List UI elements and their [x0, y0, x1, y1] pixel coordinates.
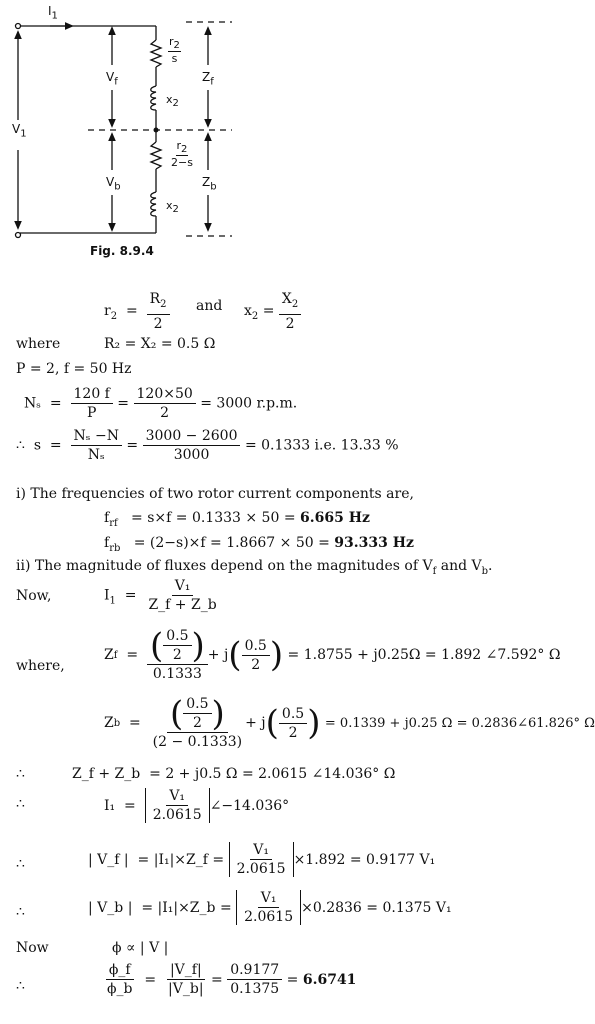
eq-slip: ∴ s = $\frac{\text{Nₛ −N}}{\text{Nₛ}}$ = $\frac{3000 - 2600}{3000}$ = 0.1333 i.e. 13.33 %	[16, 428, 399, 463]
eq-phi-prop: ϕ ∝ | V |	[112, 940, 169, 956]
label-r2-over-2-s: $\frac{r_2}{2-s}$	[171, 139, 193, 170]
equivalent-circuit-diagram	[0, 0, 560, 250]
text-item-ii: ii) The magnitude of fluxes depend on the magnitudes of $V_f$ and $V_b$.	[16, 558, 493, 577]
text-and: and	[196, 298, 223, 314]
text-where-2: where,	[16, 658, 65, 674]
label-v1: $V_1$	[12, 122, 27, 140]
therefore-1: ∴	[16, 766, 25, 782]
label-i1: $I_1$	[48, 4, 58, 22]
eq-r2: $r_2$ = $\frac{R_2}{2}$	[104, 291, 170, 332]
label-zf: $Z_f$	[202, 70, 214, 88]
therefore-5: ∴	[16, 978, 25, 994]
text-where: where	[16, 336, 61, 352]
eq-frb: $f_{rb}$ = (2−s)×f = 1.8667 × 50 = 93.333 Hz	[104, 535, 414, 554]
eq-zf: Z f = ( $\frac{0.5}{2}$ ) 0.1333 + j ( $\frac{0.5}{2}$ ) = 1.8755 + j0.25Ω = 1.892 ∠7.592° Ω	[104, 625, 561, 682]
eq-x2: $x_2$ = $\frac{X_2}{2}$	[244, 291, 301, 332]
text-item-i: i) The frequencies of two rotor current components are,	[16, 486, 414, 502]
resistor-r2-s	[151, 40, 161, 67]
inductor-x2-top	[151, 86, 156, 110]
eq-p-f: P = 2, f = 50 Hz	[16, 361, 132, 377]
label-vf: $V_f$	[106, 70, 118, 88]
eq-i1-mag: I₁ = $\frac{\text{V₁}}{2.0615}$ ∠−14.036°	[104, 788, 290, 823]
therefore-3: ∴	[16, 856, 25, 872]
label-vb: $V_b$	[106, 175, 121, 193]
eq-vf: | V_f | = |I₁|×Z_f = $\frac{\text{V₁}}{2.0615}$ ×1.892 = 0.9177 V₁	[88, 842, 436, 877]
therefore-2: ∴	[16, 796, 25, 812]
label-zb: $Z_b$	[202, 175, 217, 193]
eq-zb: Z b = ( $\frac{0.5}{2}$ ) (2 − 0.1333) + j ( $\frac{0.5}{2}$ ) = 0.1339 + j0.25 Ω = 0.2836∠61.826° Ω	[104, 693, 595, 750]
eq-vb: | V_b | = |I₁|×Z_b = $\frac{\text{V₁}}{2.0615}$ ×0.2836 = 0.1375 V₁	[88, 890, 452, 925]
text-now: Now,	[16, 588, 52, 604]
therefore-4: ∴	[16, 904, 25, 920]
resistor-r2-2s	[151, 142, 161, 169]
eq-flux-ratio: $\frac{\phi\_f}{\phi\_b}$ = $\frac{|V\_f|}{|V\_b|}$ = $\frac{0.9177}{0.1375}$ = 6.6741	[107, 962, 357, 997]
text-now-2: Now	[16, 940, 49, 956]
eq-frf: $f_{rf}$ = s×f = 0.1333 × 50 = 6.665 Hz	[104, 510, 370, 529]
figure-caption: Fig. 8.9.4	[90, 244, 154, 258]
label-x2-top: $x_2$	[166, 93, 179, 110]
label-r2-over-s: $\frac{r_2}{s}$	[169, 35, 180, 66]
eq-where-val: R₂ = X₂ = 0.5 Ω	[104, 336, 216, 352]
eq-ns: Nₛ = $\frac{120 f}{P}$ = $\frac{120\times 50}{2}$ = 3000 r.p.m.	[24, 386, 298, 421]
eq-i1: $I_1$ = $\frac{\text{V₁}}{Z\_f + Z\_b}$	[104, 578, 217, 613]
terminal-top	[16, 24, 21, 29]
label-x2-bottom: $x_2$	[166, 199, 179, 216]
terminal-bottom	[16, 233, 21, 238]
eq-zsum: Z_f + Z_b = 2 + j0.5 Ω = 2.0615 ∠14.036° Ω	[72, 766, 396, 782]
inductor-x2-bottom	[151, 192, 156, 216]
junction-dot	[154, 128, 159, 133]
